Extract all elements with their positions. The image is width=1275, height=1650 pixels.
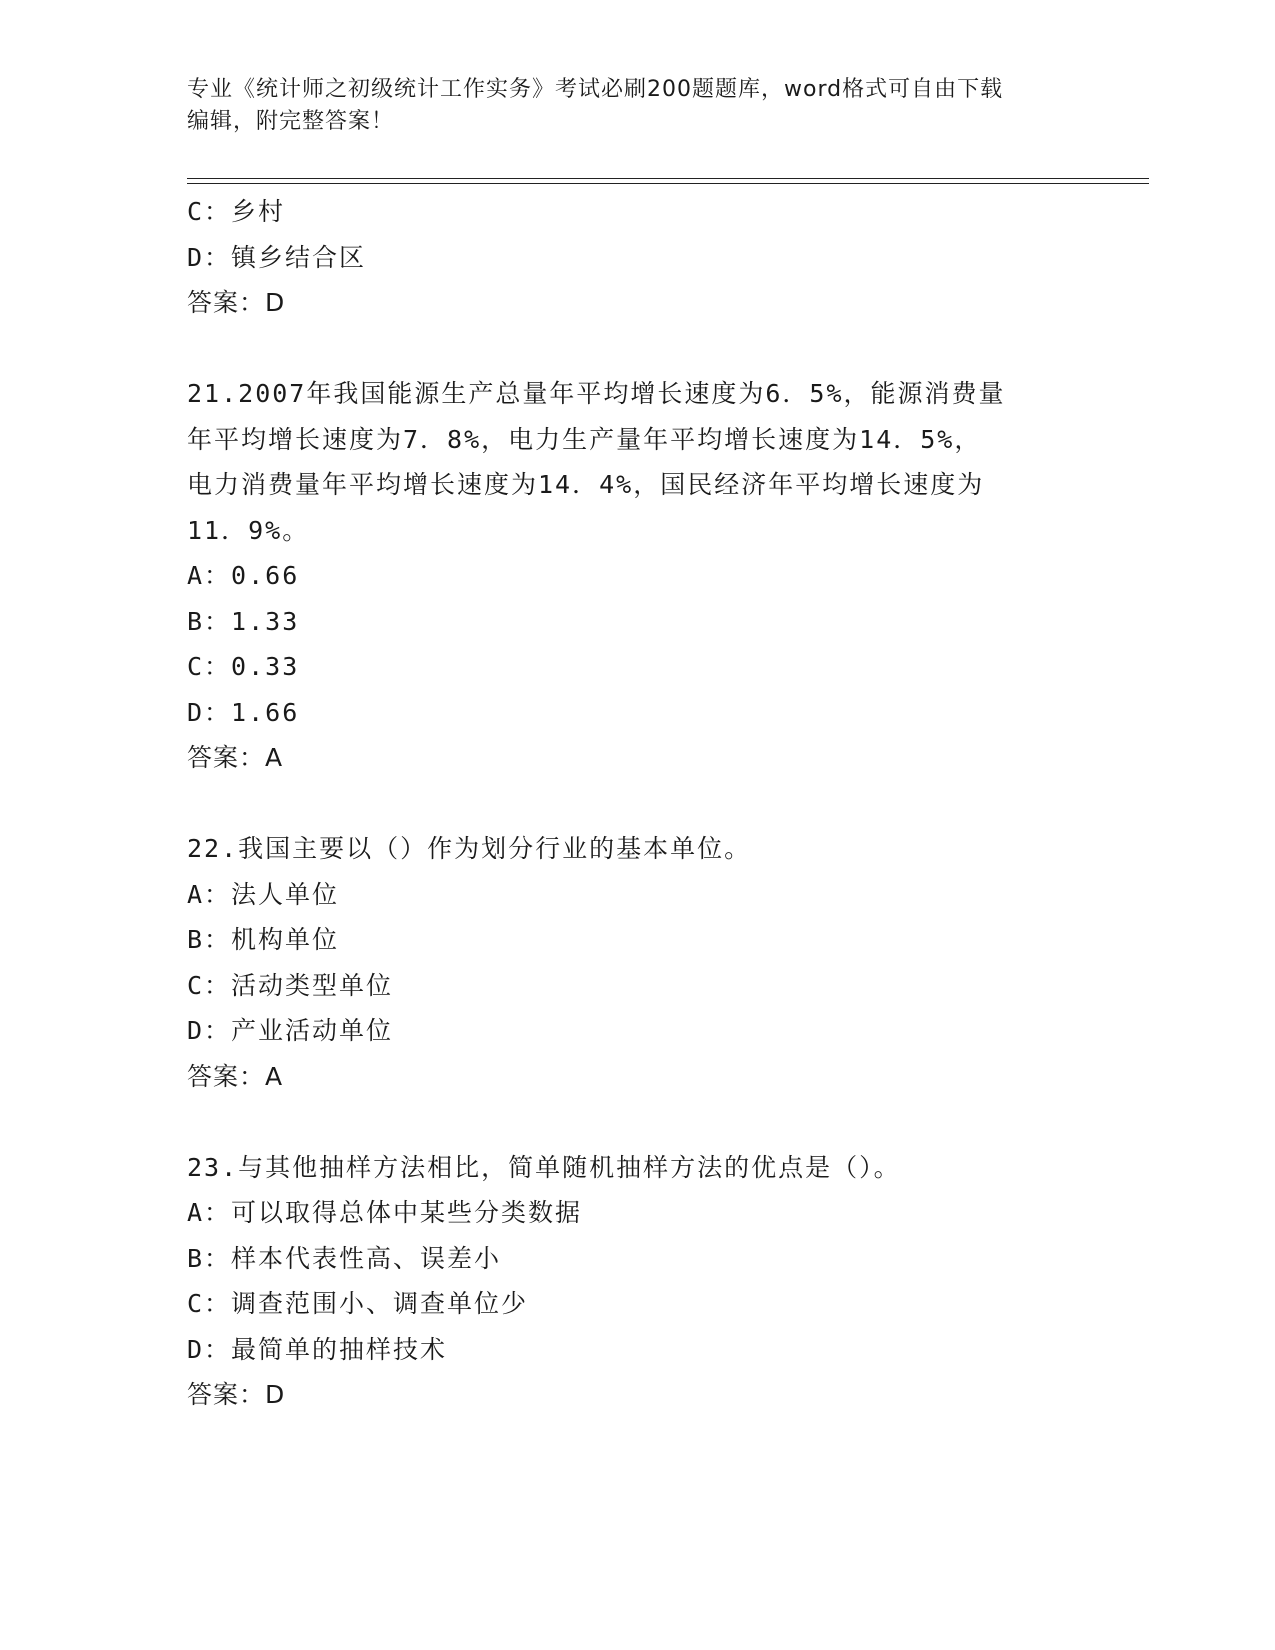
header-title-line-1: 专业《统计师之初级统计工作实务》考试必刷200题题库，word格式可自由下载 bbox=[187, 77, 1004, 102]
question-stem: 22.我国主要以（）作为划分行业的基本单位。 bbox=[187, 834, 752, 863]
header-divider-top bbox=[187, 178, 1149, 179]
option-c: C：0.33 bbox=[187, 652, 300, 681]
option-c: C：乡村 bbox=[187, 197, 286, 226]
answer: 答案：A bbox=[187, 743, 284, 772]
question-21 bbox=[187, 371, 1087, 781]
answer: 答案：A bbox=[187, 1061, 284, 1091]
question-stem-line: 年平均增长速度为7．8%，电力生产量年平均增长速度为14．5%， bbox=[187, 424, 982, 454]
option-a: A：法人单位 bbox=[187, 879, 340, 909]
spacer bbox=[187, 1099, 1087, 1145]
option-d: D：镇乡结合区 bbox=[187, 242, 367, 272]
question-stem-line: 21.2007年我国能源生产总量年平均增长速度为6．5%，能源消费量 bbox=[187, 379, 1006, 408]
spacer bbox=[187, 326, 1087, 372]
option-c: C：调查范围小、调查单位少 bbox=[187, 1289, 529, 1318]
option-a: A：可以取得总体中某些分类数据 bbox=[187, 1198, 583, 1227]
option-a: A：0.66 bbox=[187, 561, 300, 590]
spacer bbox=[187, 781, 1087, 827]
option-d: D：1.66 bbox=[187, 697, 300, 727]
option-b: B：样本代表性高、误差小 bbox=[187, 1243, 502, 1273]
option-d: D：最简单的抽样技术 bbox=[187, 1334, 448, 1364]
option-b: B：机构单位 bbox=[187, 925, 340, 954]
question-stem-line: 11．9%。 bbox=[187, 515, 310, 545]
option-d: D：产业活动单位 bbox=[187, 1016, 394, 1045]
question-20-fragment bbox=[187, 189, 1087, 326]
option-b: B：1.33 bbox=[187, 606, 300, 636]
option-c: C：活动类型单位 bbox=[187, 970, 394, 1000]
header-title-line-2: 编辑，附完整答案！ bbox=[187, 109, 395, 134]
document-header bbox=[187, 74, 1067, 138]
question-22 bbox=[187, 826, 1087, 1099]
question-23 bbox=[187, 1145, 1087, 1418]
question-stem: 23.与其他抽样方法相比，简单随机抽样方法的优点是（）。 bbox=[187, 1152, 901, 1182]
question-stem-line: 电力消费量年平均增长速度为14．4%，国民经济年平均增长速度为 bbox=[187, 470, 985, 499]
answer: 答案：D bbox=[187, 1380, 286, 1409]
question-content bbox=[187, 189, 1087, 1418]
answer: 答案：D bbox=[187, 288, 286, 317]
header-divider-bottom bbox=[187, 183, 1149, 184]
